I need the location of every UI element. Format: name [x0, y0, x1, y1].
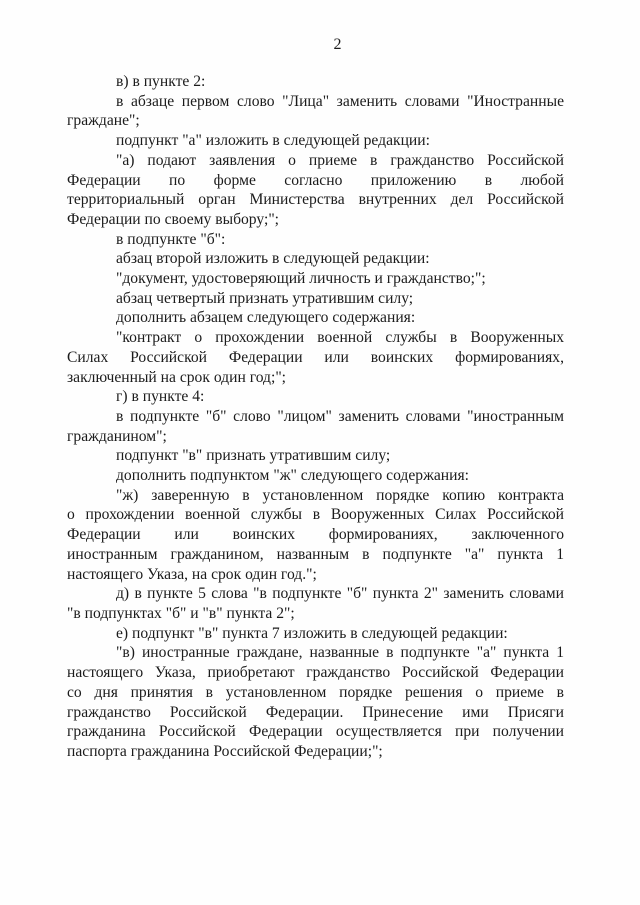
paragraph — [67, 249, 564, 269]
text-line: подпункт "в" признать утратившим силу; — [116, 447, 391, 465]
paragraph — [67, 131, 564, 151]
text-line: настоящего Указа, приобретают гражданство Российской Федерации — [67, 664, 564, 682]
paragraph — [67, 328, 564, 387]
paragraph — [67, 624, 564, 644]
text-line: в подпункте "б": — [116, 230, 226, 248]
text-line: Силах Российской Федерации или воинских формированиях, — [67, 348, 564, 366]
text-line: абзац второй изложить в следующей редакции: — [116, 250, 430, 268]
text-line: "контракт о прохождении военной службы в Вооруженных — [116, 329, 564, 347]
paragraph — [67, 151, 564, 230]
text-line: о прохождении военной службы в Вооруженных Силах Российской — [67, 506, 564, 524]
paragraph — [67, 584, 564, 623]
text-line: в) в пункте 2: — [116, 73, 206, 90]
paragraph — [67, 72, 564, 92]
paragraph — [67, 289, 564, 309]
paragraph — [67, 466, 564, 486]
text-line: абзац четвертый признать утратившим силу; — [116, 289, 414, 307]
text-line: дополнить подпунктом "ж" следующего содержания: — [116, 467, 469, 485]
text-line: г) в пункте 4: — [116, 388, 205, 406]
paragraph — [67, 269, 564, 289]
text-line: гражданство Российской Федерации. Принесение ими Присяги — [67, 703, 564, 721]
text-line: территориальный орган Министерства внутренних дел Российской — [67, 191, 564, 209]
text-line: дополнить абзацем следующего содержания: — [116, 309, 416, 327]
text-line: в подпункте "б" слово "лицом" заменить словами "иностранным — [116, 407, 564, 425]
paragraph — [67, 230, 564, 250]
paragraph — [67, 92, 564, 131]
text-line: подпункт "а" изложить в следующей редакции: — [116, 132, 430, 150]
paragraph — [67, 643, 564, 761]
paragraph — [67, 446, 564, 466]
text-line: Федерации по своему выбору;"; — [67, 210, 280, 228]
text-line: е) подпункт "в" пункта 7 изложить в следующей редакции: — [116, 624, 508, 642]
paragraph — [67, 387, 564, 407]
text-line: Федерации или воинских формированиях, заключенного — [67, 526, 564, 544]
paragraph — [67, 407, 564, 446]
paragraph — [67, 308, 564, 328]
text-line: заключенный на срок один год;"; — [67, 368, 287, 386]
text-line: д) в пункте 5 слова "в подпункте "б" пункта 2" заменить словами — [116, 585, 564, 603]
text-line: со дня принятия в установленном порядке решения о приеме в — [67, 683, 564, 701]
paragraph — [67, 486, 564, 585]
text-line: граждане"; — [67, 112, 140, 130]
text-line: гражданина Российской Федерации осуществляется при получении — [67, 723, 564, 741]
page-number: 2 — [333, 36, 342, 53]
text-line: паспорта гражданина Российской Федерации;"; — [67, 742, 383, 760]
text-line: иностранным гражданином, названным в подпункте "а" пункта 1 — [67, 545, 564, 563]
text-line: "документ, удостоверяющий личность и гражданство;"; — [116, 270, 486, 288]
document-body — [67, 72, 564, 762]
text-line: гражданином"; — [67, 427, 167, 445]
text-line: "в подпунктах "б" и "в" пункта 2"; — [67, 604, 295, 622]
text-line: Федерации по форме согласно приложению в любой — [67, 171, 564, 189]
text-line: "ж) заверенную в установленном порядке копию контракта — [116, 486, 564, 504]
text-line: "в) иностранные граждане, названные в подпункте "а" пункта 1 — [116, 644, 564, 662]
text-line: "а) подают заявления о приеме в гражданство Российской — [116, 151, 564, 169]
text-line: настоящего Указа, на срок один год."; — [67, 565, 317, 583]
text-line: в абзаце первом слово "Лица" заменить словами "Иностранные — [116, 92, 564, 110]
